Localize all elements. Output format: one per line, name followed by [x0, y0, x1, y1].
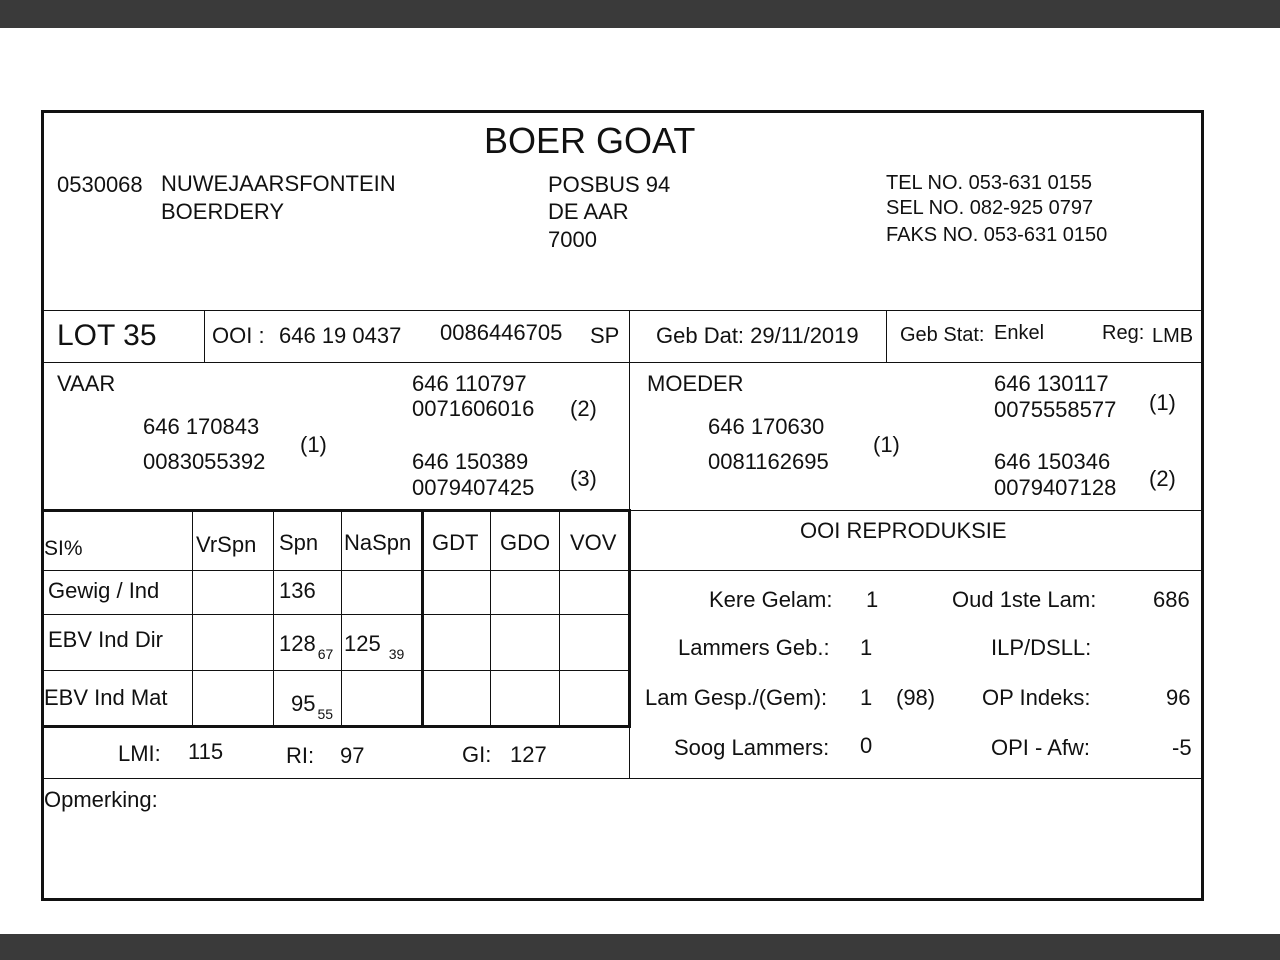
gi-label: GI:: [462, 742, 492, 767]
breeder-name-line2: BOERDERY: [161, 199, 285, 224]
lam-gesp-label: Lam Gesp./(Gem):: [645, 685, 828, 710]
col-header-si: SI%: [44, 537, 83, 560]
address-line3: 7000: [548, 227, 597, 252]
top-dark-bar: [0, 0, 1280, 28]
divider-table-bottom: [44, 725, 631, 728]
ebv-dir-spn-value: 128: [279, 631, 316, 656]
lam-gesp-gem: (98): [896, 685, 936, 710]
divider-col-vrspn: [192, 511, 193, 725]
divider-table-header: [44, 570, 1201, 571]
reg-value: LMB: [1152, 325, 1194, 347]
ooi-id-number: 0086446705: [440, 320, 563, 345]
moeder-dam-number: 646 150346: [994, 449, 1111, 474]
ebv-mat-spn-cell: [291, 693, 333, 721]
vaar-sire-mark: (2): [570, 396, 597, 421]
ebv-mat-spn-value: 95: [291, 691, 316, 716]
ebv-dir-spn-accuracy: 67: [317, 646, 334, 662]
vaar-dam-number: 646 150389: [412, 449, 529, 474]
divider-opmerking: [44, 778, 1201, 779]
address-line1: POSBUS 94: [548, 172, 671, 197]
divider-pedigree-left: [44, 509, 631, 512]
moeder-sire-id: 0075558577: [994, 397, 1117, 422]
divider-pedigree-right: [631, 510, 1201, 511]
ebv-dir-naspn-accuracy: 39: [388, 646, 405, 662]
col-header-naspn: NaSpn: [344, 530, 412, 555]
divider-header: [44, 310, 1201, 311]
moeder-label: MOEDER: [647, 371, 744, 396]
divider-gebdat-gebstat: [886, 310, 887, 362]
divider-col-gdo: [490, 511, 491, 725]
moeder-dam-id: 0079407128: [994, 475, 1117, 500]
ebv-dir-spn-cell: [279, 633, 333, 661]
sp-marker: SP: [590, 323, 620, 348]
divider-lot-row: [44, 362, 1201, 363]
lammers-geb-value: 1: [860, 635, 873, 660]
geb-stat-value: Enkel: [994, 322, 1045, 344]
sel-number: SEL NO. 082-925 0797: [886, 197, 1094, 219]
opi-afw-label: OPI - Afw:: [991, 735, 1091, 760]
ooi-label: OOI :: [212, 323, 265, 348]
moeder-sire-number: 646 130117: [994, 371, 1109, 396]
col-header-vrspn: VrSpn: [196, 532, 257, 557]
divider-col-spn: [273, 511, 274, 725]
divider-lot-ooi: [204, 310, 205, 362]
geb-stat-label: Geb Stat:: [900, 324, 985, 346]
kere-gelam-value: 1: [866, 587, 879, 612]
op-indeks-value: 96: [1166, 685, 1191, 710]
kere-gelam-label: Kere Gelam:: [709, 587, 833, 612]
moeder-mark: (1): [873, 432, 900, 457]
ebv-dir-naspn-value: 125: [344, 631, 381, 656]
col-header-gdt: GDT: [432, 530, 479, 555]
card-border-bottom: [41, 898, 1204, 901]
address-line2: DE AAR: [548, 199, 629, 224]
divider-row-2: [44, 670, 631, 671]
ebv-dir-naspn-cell: [344, 633, 404, 661]
lammers-geb-label: Lammers Geb.:: [678, 635, 830, 660]
breeder-name-line1: NUWEJAARSFONTEIN: [161, 171, 396, 196]
divider-col-vov: [559, 511, 560, 725]
lmi-value: 115: [188, 739, 224, 764]
card-border-left: [41, 110, 44, 901]
ooi-number: 646 19 0437: [279, 323, 402, 348]
gewig-spn-value: 136: [279, 578, 316, 603]
vaar-sire-id: 0071606016: [412, 396, 535, 421]
soog-lammers-label: Soog Lammers:: [674, 735, 830, 760]
col-header-gdo: GDO: [500, 530, 551, 555]
oud-1ste-lam-label: Oud 1ste Lam:: [952, 587, 1097, 612]
vaar-dam-mark: (3): [570, 466, 597, 491]
moeder-number: 646 170630: [708, 414, 825, 439]
row-label-gewig: Gewig / Ind: [48, 578, 160, 603]
ilp-dsll-label: ILP/DSLL:: [991, 635, 1092, 660]
divider-row-1: [44, 614, 631, 615]
opmerking-label: Opmerking:: [44, 787, 158, 812]
divider-table-right: [628, 511, 631, 727]
col-header-vov: VOV: [570, 530, 617, 555]
moeder-id: 0081162695: [708, 449, 829, 474]
card-title: BOER GOAT: [484, 120, 696, 161]
soog-lammers-value: 0: [860, 733, 873, 758]
oud-1ste-lam-value: 686: [1153, 587, 1190, 612]
lmi-label: LMI:: [118, 741, 161, 766]
moeder-sire-mark: (1): [1149, 390, 1176, 415]
vaar-label: VAAR: [57, 371, 116, 396]
card-border-top: [41, 110, 1204, 113]
tel-number: TEL NO. 053-631 0155: [886, 172, 1093, 194]
vaar-sire-number: 646 110797: [412, 371, 527, 396]
card-border-right: [1201, 110, 1204, 901]
faks-number: FAKS NO. 053-631 0150: [886, 224, 1108, 246]
vaar-dam-id: 0079407425: [412, 475, 535, 500]
reg-label: Reg:: [1102, 322, 1145, 344]
ebv-mat-spn-accuracy: 55: [317, 706, 334, 722]
breeder-code: 0530068: [57, 172, 143, 197]
moeder-dam-mark: (2): [1149, 466, 1176, 491]
ri-label: RI:: [286, 743, 315, 768]
op-indeks-label: OP Indeks:: [982, 685, 1091, 710]
row-label-ebv-mat: EBV Ind Mat: [44, 685, 168, 710]
row-label-ebv-dir: EBV Ind Dir: [48, 627, 163, 652]
lot-number: LOT 35: [57, 319, 157, 352]
vaar-mark: (1): [300, 432, 327, 457]
birth-date: Geb Dat: 29/11/2019: [656, 323, 859, 348]
divider-col-naspn: [341, 511, 342, 725]
opi-afw-value: -5: [1172, 735, 1192, 760]
vaar-id: 0083055392: [143, 449, 266, 474]
lam-gesp-value: 1: [860, 685, 873, 710]
reproduksie-title: OOI REPRODUKSIE: [800, 518, 1007, 543]
divider-col-gdt: [421, 511, 424, 727]
ri-value: 97: [340, 743, 365, 768]
gi-value: 127: [510, 742, 547, 767]
col-header-spn: Spn: [279, 530, 319, 555]
vaar-number: 646 170843: [143, 414, 260, 439]
bottom-dark-bar: [0, 934, 1280, 960]
